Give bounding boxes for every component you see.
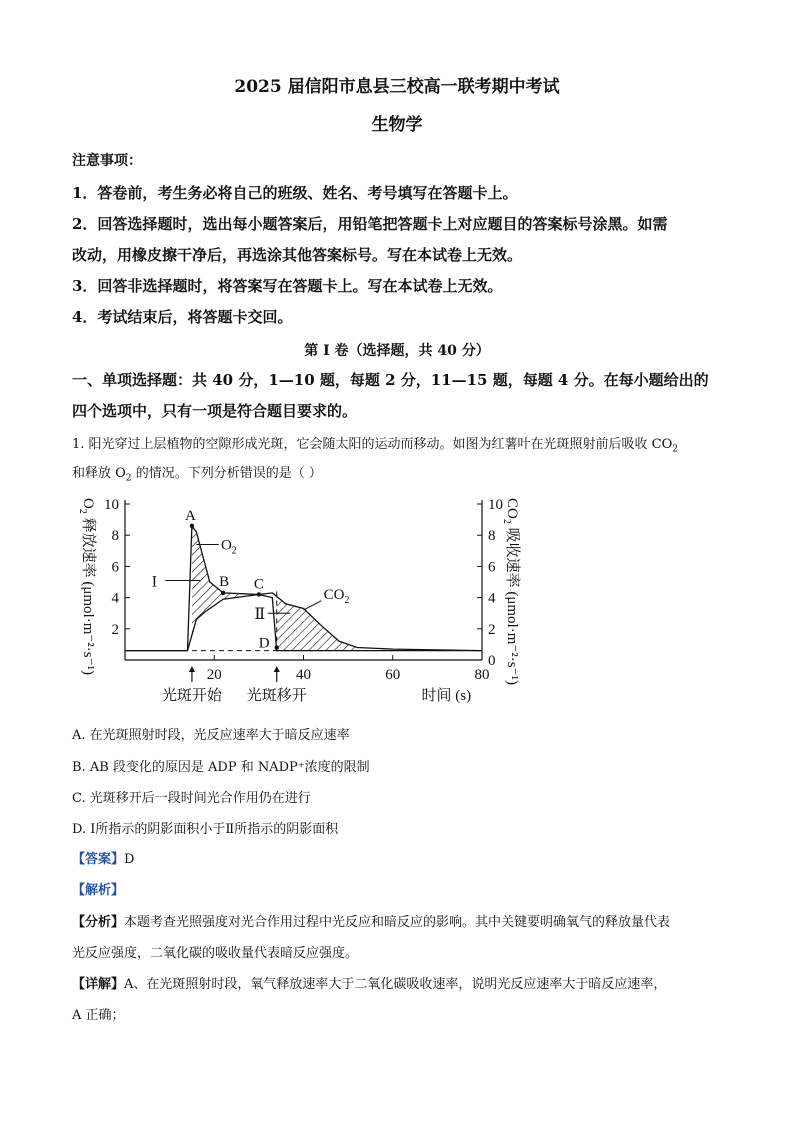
answer-value: D bbox=[124, 852, 135, 867]
notes-heading: 注意事项： bbox=[72, 153, 142, 169]
y-left-tick-label: 6 bbox=[111, 559, 119, 576]
section-instruction: 四个选项中，只有一项是符合题目要求的。 bbox=[72, 402, 358, 420]
option-b: B. AB 段变化的原因是 ADP 和 NADP⁺浓度的限制 bbox=[72, 760, 370, 775]
answer-tag: 【答案】 bbox=[72, 852, 125, 867]
note-item: 改动，用橡皮擦干净后，再选涂其他答案标号。写在本试卷上无效。 bbox=[72, 246, 523, 264]
note-item: 3．回答非选择题时，将答案写在答题卡上。写在本试卷上无效。 bbox=[72, 277, 503, 295]
note-item: 2．回答选择题时，选出每小题答案后，用铅笔把答题卡上对应题目的答案标号涂黑。如需 bbox=[72, 215, 668, 233]
fleck-off-label: 光斑移开 bbox=[246, 688, 307, 704]
y-left-tick-label: 8 bbox=[111, 528, 119, 545]
analysis-tag: 【解析】 bbox=[72, 883, 125, 898]
region-i-label: I bbox=[151, 573, 158, 591]
option-c: C. 光斑移开后一段时间光合作用仍在进行 bbox=[72, 791, 311, 806]
x-tick-label: 20 bbox=[206, 667, 222, 683]
point-a-label: A bbox=[184, 507, 196, 524]
co2-series-label: $CO_2$ bbox=[323, 587, 350, 607]
question-stem: 1. 阳光穿过上层植物的空隙形成光斑，它会随太阳的运动而移动。如图为红薯叶在光斑照射前后吸收 $CO_2$ bbox=[72, 437, 679, 455]
point-d-marker bbox=[275, 645, 279, 649]
x-tick-label: 80 bbox=[474, 667, 490, 683]
detail-text: 【详解】A、在光斑照射时段，氧气释放速率大于二氧化碳吸收速率，说明光反应速率大于暗反应速率， bbox=[72, 977, 667, 992]
question-stem: 和释放 $O_2$ 的情况。下列分析错误的是（ ） bbox=[72, 466, 322, 484]
x-axis-label: 时间 (s) bbox=[421, 688, 472, 704]
y-right-axis-label: $CO_2$ 吸收速率 (μmol·m⁻²·s⁻¹) bbox=[501, 498, 520, 686]
point-a-marker bbox=[190, 524, 194, 528]
analysis-text: 光反应强度，二氧化碳的吸收量代表暗反应强度。 bbox=[72, 946, 359, 961]
y-left-tick-label: 10 bbox=[104, 497, 119, 513]
y-left-axis-label: $O_2$ 释放速率 (μmol·m⁻²·s⁻¹) bbox=[77, 498, 96, 676]
y-right-tick-label: 8 bbox=[488, 528, 496, 545]
fleck-off-arrowhead bbox=[274, 666, 280, 672]
point-c-label: C bbox=[253, 576, 264, 593]
co2-leader-line bbox=[304, 601, 322, 610]
y-right-tick-label: 2 bbox=[488, 621, 496, 638]
fleck-start-arrowhead bbox=[189, 666, 195, 672]
option-a: A. 在光斑照射时段，光反应速率大于暗反应速率 bbox=[72, 728, 350, 743]
analysis-text: 【分析】本题考查光照强度对光合作用过程中光反应和暗反应的影响。其中关键要明确氧气的释放量代表 bbox=[72, 915, 671, 930]
note-item: 4．考试结束后，将答题卡交回。 bbox=[72, 308, 293, 326]
point-b-label: B bbox=[219, 573, 230, 590]
subject-title: 生物学 bbox=[371, 115, 423, 135]
y-right-tick-label: 0 bbox=[488, 653, 496, 669]
y-right-tick-label: 4 bbox=[488, 590, 496, 607]
region-ii-label: Ⅱ bbox=[254, 606, 266, 624]
x-tick-label: 40 bbox=[296, 667, 311, 683]
point-d-label: D bbox=[258, 635, 270, 652]
o2-series-label: $O_2$ bbox=[220, 537, 237, 557]
y-right-tick-label: 6 bbox=[488, 559, 496, 576]
section-title: 第 I 卷（选择题，共 40 分） bbox=[304, 343, 490, 359]
fleck-start-label: 光斑开始 bbox=[161, 688, 222, 704]
photosynthesis-chart bbox=[70, 490, 520, 715]
answer-line bbox=[72, 848, 134, 867]
note-item: 1．答卷前，考生务必将自己的班级、姓名、考号填写在答题卡上。 bbox=[72, 184, 518, 202]
detail-text: A 正确； bbox=[72, 1008, 125, 1023]
y-left-tick-label: 4 bbox=[111, 590, 119, 607]
x-tick-label: 60 bbox=[385, 667, 401, 683]
point-c-marker bbox=[257, 592, 261, 596]
option-d: D. Ⅰ所指示的阴影面积小于Ⅱ所指示的阴影面积 bbox=[72, 822, 339, 837]
point-b-marker bbox=[221, 591, 225, 595]
y-left-tick-label: 2 bbox=[111, 621, 119, 638]
section-instruction: 一、单项选择题：共 40 分，1—10 题，每题 2 分，11—15 题，每题 4 分。在每小题给出的 bbox=[72, 371, 709, 389]
exam-title: 2025 届信阳市息县三校高一联考期中考试 bbox=[234, 77, 560, 97]
y-right-tick-label: 10 bbox=[488, 497, 503, 513]
